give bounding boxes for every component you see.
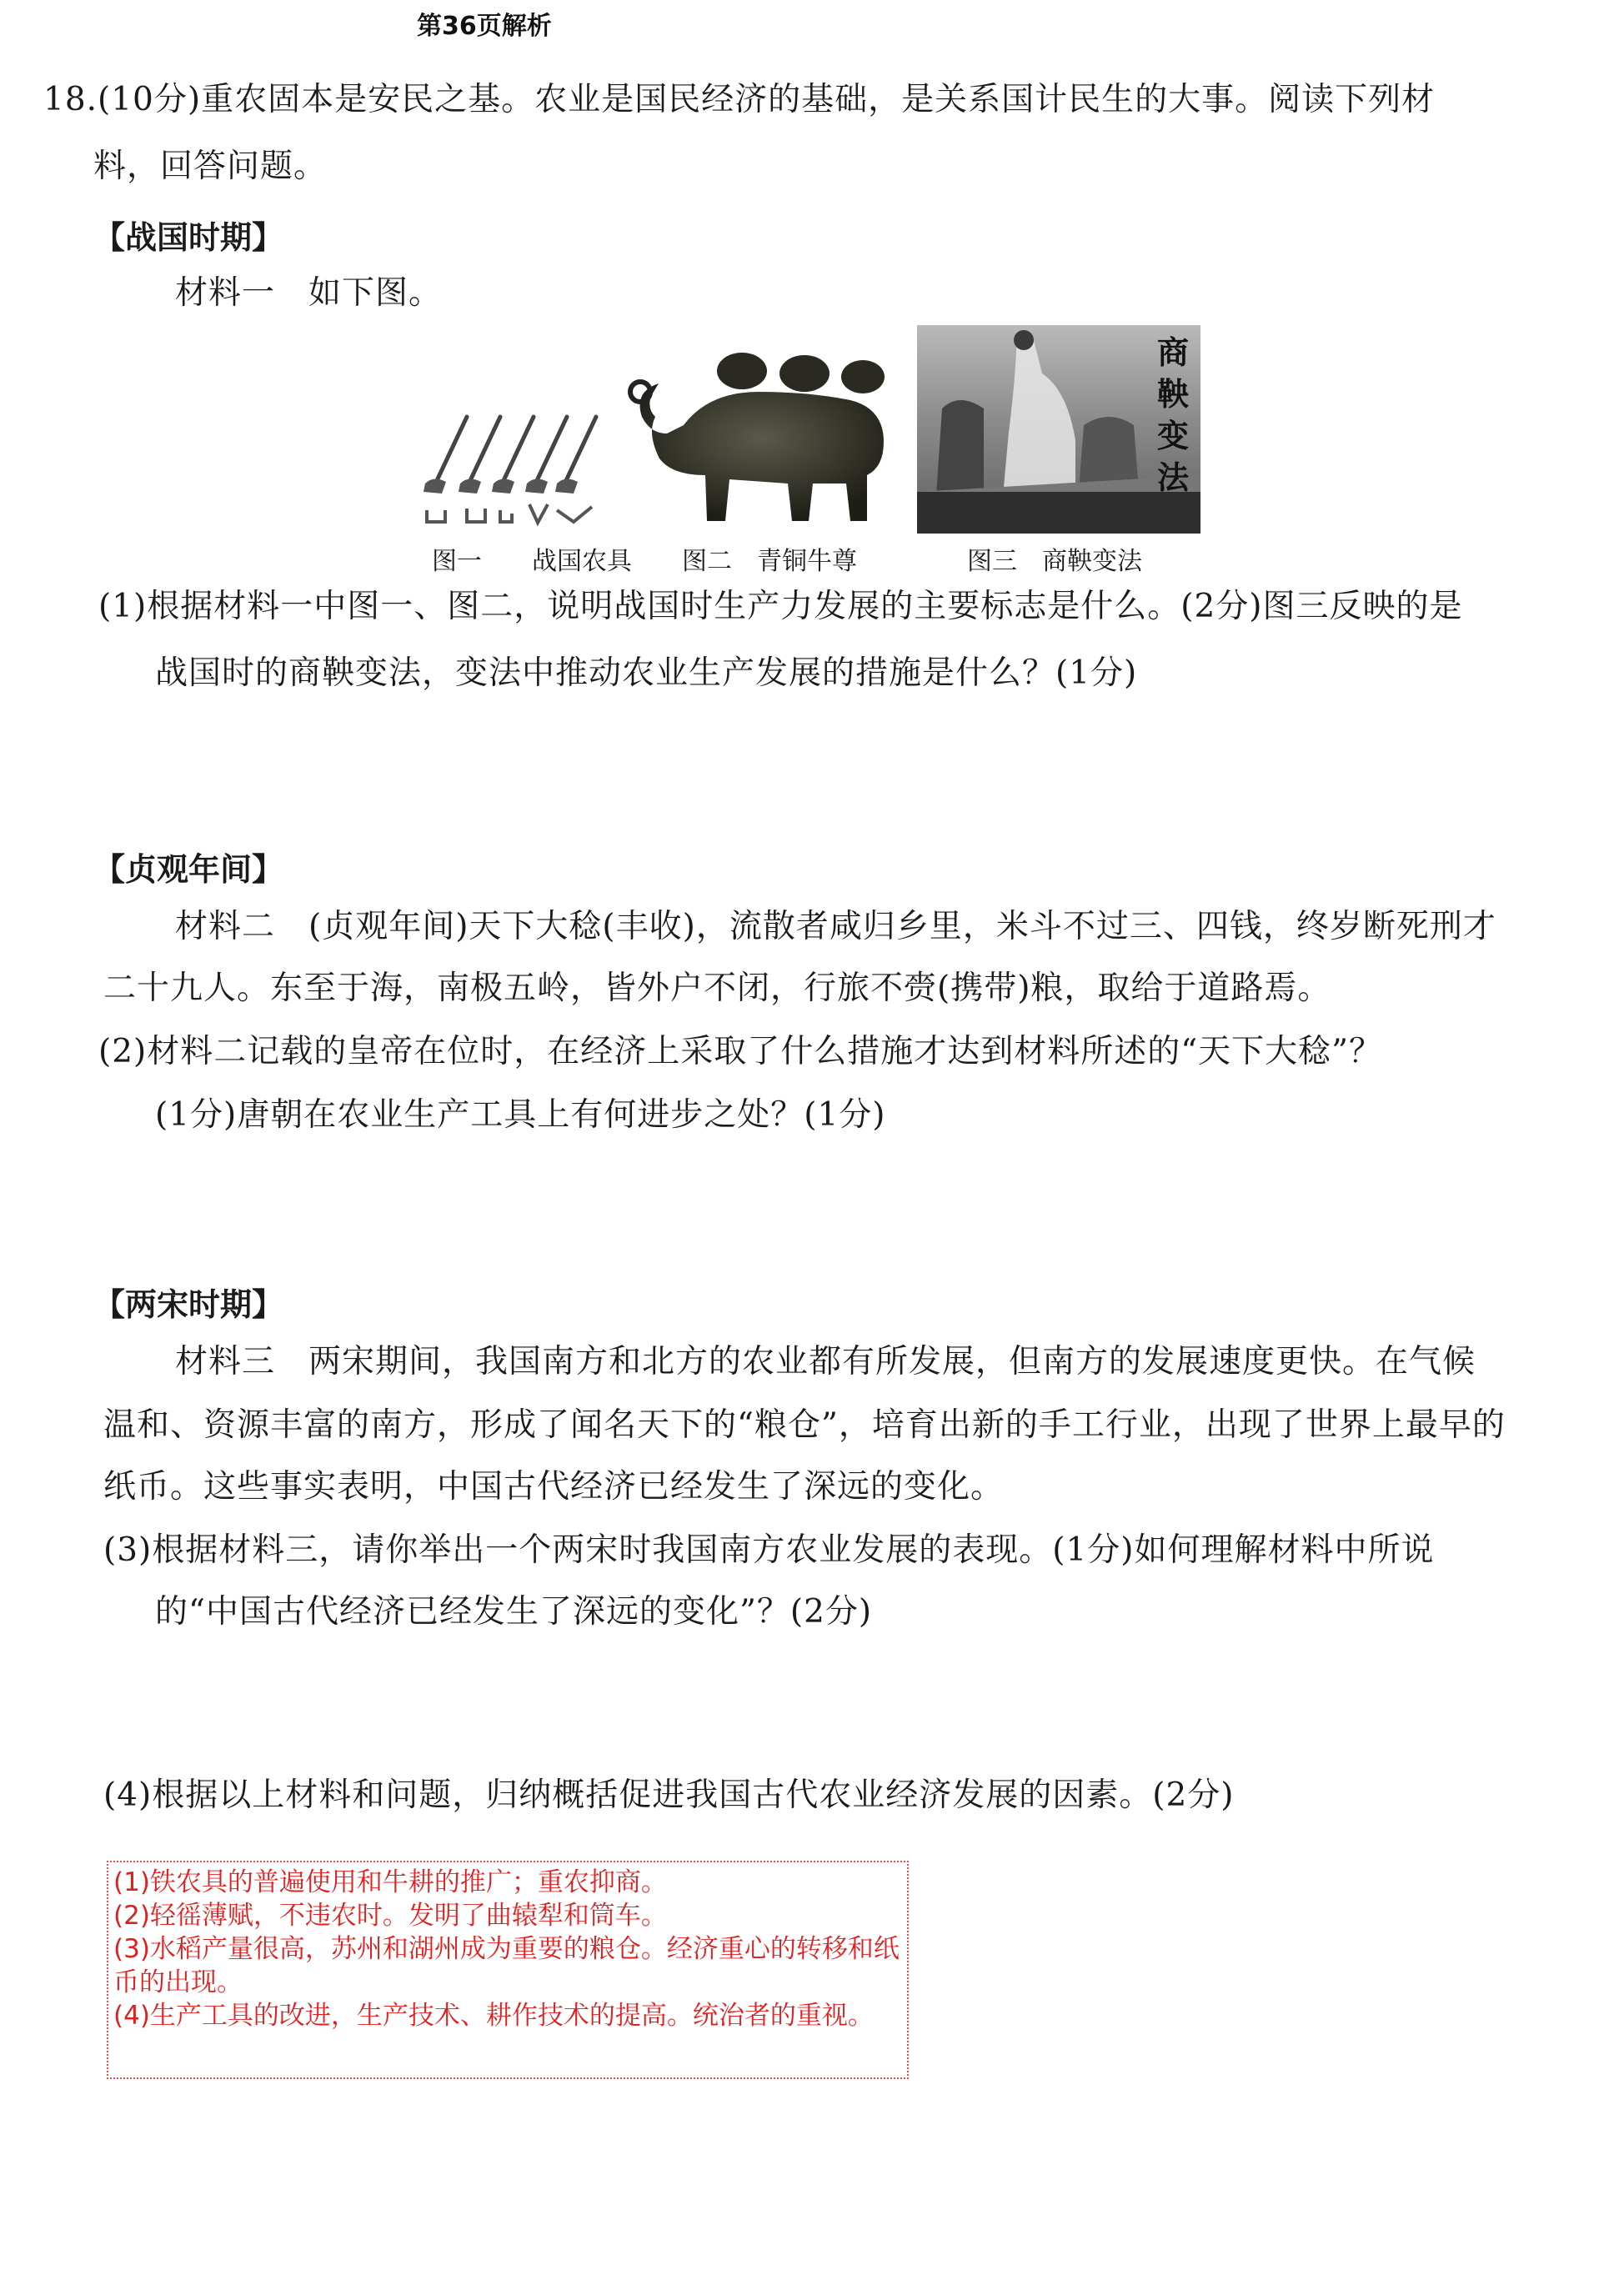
q1-line1: (1)根据材料一中图一、图二，说明战国时生产力发展的主要标志是什么。(2分)图三反映的是 bbox=[98, 588, 1463, 625]
answer-3: (3)水稻产量很高，苏州和湖州成为重要的粮仓。经济重心的转移和纸币的出现。 bbox=[113, 1934, 900, 1997]
answer-2: (2)轻徭薄赋，不违农时。发明了曲辕犁和筒车。 bbox=[113, 1901, 667, 1931]
shang-yang-reform-figure bbox=[917, 325, 1200, 534]
q1-line2: 战国时的商鞅变法，变法中推动农业生产发展的措施是什么？(1分) bbox=[155, 654, 1138, 692]
material-three-line3: 纸币。这些事实表明，中国古代经济已经发生了深远的变化。 bbox=[103, 1468, 1005, 1506]
page-title: 第36页解析 bbox=[417, 12, 552, 41]
material-two-line1: 材料二 (贞观年间)天下大稔(丰收)，流散者咸归乡里，米斗不过三、四钱，终岁断死刑才 bbox=[175, 908, 1496, 945]
bronze-ox-figure bbox=[625, 325, 900, 534]
material-one-label: 材料一 如下图。 bbox=[175, 274, 443, 312]
farm-tools-figure bbox=[417, 325, 609, 534]
section-heading-zhenguan: 【贞观年间】 bbox=[93, 851, 284, 888]
question-stem-line2: 料，回答问题。 bbox=[93, 148, 328, 185]
answer-box bbox=[107, 1861, 909, 2079]
caption-fig1: 图一 战国农具 bbox=[432, 547, 632, 576]
q2-line2: (1分)唐朝在农业生产工具上有何进步之处？(1分) bbox=[155, 1096, 886, 1134]
q4-line: (4)根据以上材料和问题，归纳概括促进我国古代农业经济发展的因素。(2分) bbox=[103, 1776, 1235, 1814]
q2-line1: (2)材料二记载的皇帝在位时，在经济上采取了什么措施才达到材料所述的“天下大稔”？ bbox=[98, 1033, 1383, 1070]
question-stem-line1: 18.(10分)重农固本是安民之基。农业是国民经济的基础，是关系国计民生的大事。阅读下列材 bbox=[43, 81, 1436, 118]
material-one-figures bbox=[417, 325, 1200, 534]
q3-line2: 的“中国古代经济已经发生了深远的变化”？(2分) bbox=[155, 1593, 873, 1631]
material-three-line2: 温和、资源丰富的南方，形成了闻名天下的“粮仓”，培育出新的手工行业，出现了世界上最早的 bbox=[103, 1406, 1506, 1444]
answer-4: (4)生产工具的改进，生产技术、耕作技术的提高。统治者的重视。 bbox=[113, 2001, 874, 2031]
caption-fig2: 图二 青铜牛尊 bbox=[682, 547, 857, 576]
material-two-line2: 二十九人。东至于海，南极五岭，皆外户不闭，行旅不赍(携带)粮，取给于道路焉。 bbox=[103, 970, 1331, 1007]
q3-line1: (3)根据材料三，请你举出一个两宋时我国南方农业发展的表现。(1分)如何理解材料中所说 bbox=[103, 1531, 1435, 1569]
caption-fig3: 图三 商鞅变法 bbox=[967, 547, 1142, 576]
answer-1: (1)铁农具的普遍使用和牛耕的推广；重农抑商。 bbox=[113, 1867, 667, 1897]
material-three-line1: 材料三 两宋期间，我国南方和北方的农业都有所发展，但南方的发展速度更快。在气候 bbox=[175, 1343, 1476, 1381]
section-heading-warring-states: 【战国时期】 bbox=[93, 219, 284, 256]
figure-seal-text: 商鞅变法 bbox=[1157, 333, 1190, 496]
section-heading-song: 【两宋时期】 bbox=[93, 1286, 284, 1323]
